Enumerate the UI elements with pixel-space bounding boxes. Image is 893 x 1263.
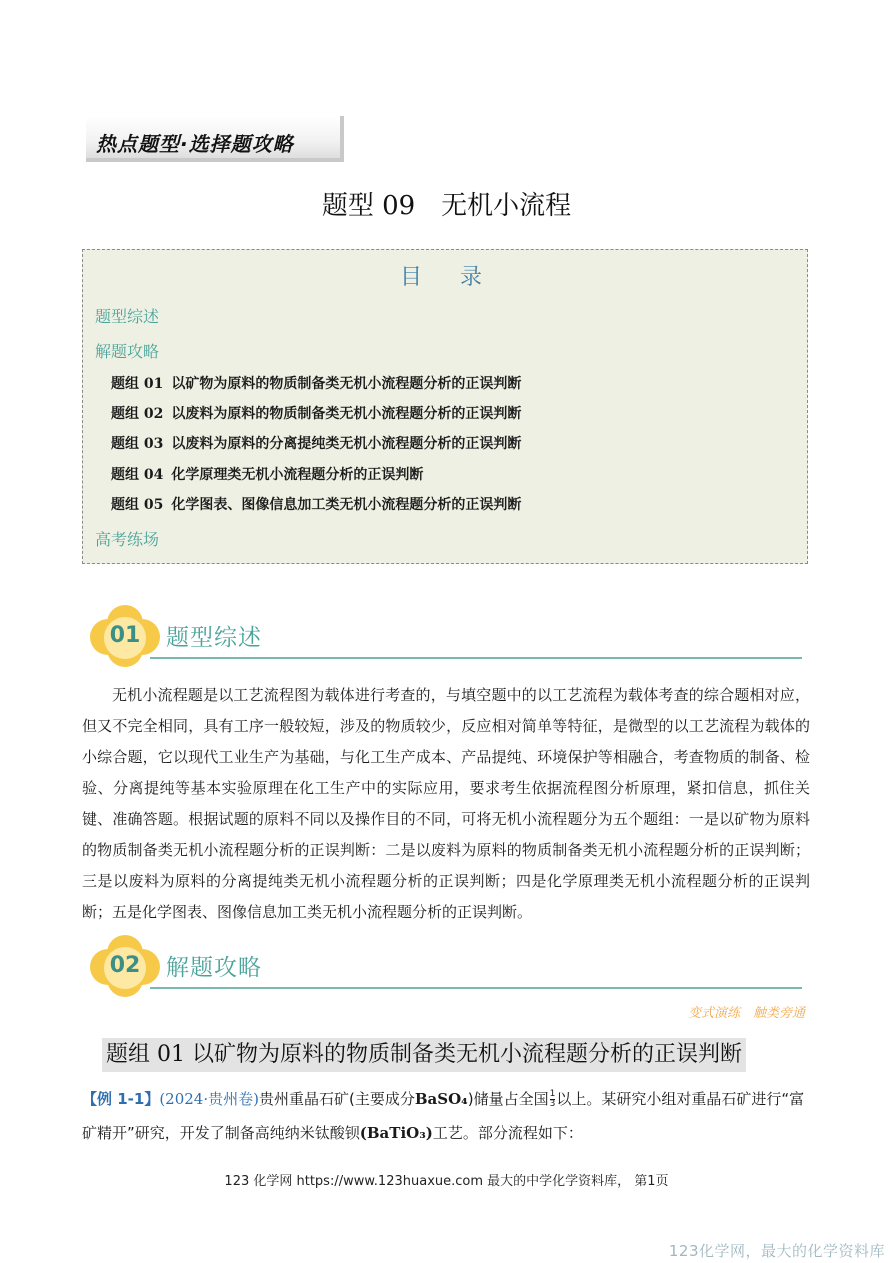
banner-text: 热点题型·选择题攻略 — [96, 132, 294, 156]
toc-title: 目 录 — [399, 265, 490, 290]
section-number: 01 — [109, 623, 141, 648]
example-tag: 【例 1-1】 — [82, 1090, 160, 1108]
chem-formula-batio3: (BaTiO₃) — [359, 1124, 433, 1142]
toc-item-group-04[interactable] — [111, 464, 423, 484]
toc-link-overview[interactable]: 题型综述 — [95, 307, 160, 326]
section-label: 题型综述 — [166, 625, 262, 651]
tagline: 变式演练 触类旁通 — [687, 1006, 805, 1021]
toc-item-group-01[interactable] — [111, 373, 521, 393]
toc-item-num: 题组 02 — [111, 406, 164, 422]
toc-item-text: 化学图表、图像信息加工类无机小流程题分析的正误判断 — [171, 497, 522, 513]
toc-item-group-03[interactable] — [111, 433, 521, 453]
toc-item-num: 题组 04 — [111, 467, 164, 483]
toc-item-group-05[interactable] — [111, 494, 521, 514]
group-title: 题组 01 以矿物为原料的物质制备类无机小流程题分析的正误判断 — [102, 1038, 746, 1072]
toc-item-text: 以废料为原料的分离提纯类无机小流程题分析的正误判断 — [171, 436, 522, 452]
example-text-4: 工艺。部分流程如下： — [432, 1124, 583, 1142]
overview-text: 无机小流程题是以工艺流程图为载体进行考查的，与填空题中的以工艺流程为载体考查的综合题相对应，但又不完全相同，具有工序一般较短，涉及的物质较少，反应相对简单等特征，是微型的以工艺流程为载体的小综合题，它以现代工业生产为基础，与化工生产成本、产品提纯、环境保护等相融合，考查物质的制备、检验、分离提纯等基本实验原理在化工生产中的实际应用，要求考生依据流程图分析原理，紧扣信息，抓住关键、准确答题。根据试题的原料不同以及操作目的不同，可将无机小流程题分为五个题组：一是以矿物为原料的物质制备类无机小流程题分析的正误判断：二是以废料为原料的物质制备类无机小流程题分析的正误判断；三是以废料为原料的分离提纯类无机小流程题分析的正误判断；四是化学原理类无机小流程题分析的正误判断；五是化学图表、图像信息加工类无机小流程题分析的正误判断。 — [82, 686, 810, 921]
page-footer: 123 化学网 https://www.123huaxue.com 最大的中学化学资料库， 第1页 — [224, 1174, 669, 1189]
overview-paragraph — [82, 680, 810, 928]
page-title: 题型 09 无机小流程 — [321, 191, 572, 221]
section-number: 02 — [109, 953, 141, 978]
table-of-contents — [82, 249, 808, 564]
topic-banner — [86, 116, 344, 162]
example-text-2: )储量占全国 — [467, 1090, 549, 1108]
example-source: (2024·贵州卷) — [159, 1090, 259, 1108]
toc-link-practice[interactable]: 高考练场 — [95, 530, 160, 549]
toc-item-group-02[interactable] — [111, 403, 521, 423]
watermark: 123化学网，最大的化学资料库 — [668, 1242, 885, 1260]
section-header-strategy — [90, 935, 802, 1005]
example-1-1 — [82, 1082, 810, 1150]
toc-item-text: 化学原理类无机小流程题分析的正误判断 — [171, 467, 424, 483]
example-text-3: 以上。某研究小组对重晶石矿进行“富矿精开”研究，开发了制备高纯纳米钛酸钡 — [82, 1090, 805, 1142]
chem-formula-baso4: BaSO₄ — [414, 1090, 468, 1108]
toc-item-num: 题组 05 — [111, 497, 164, 513]
toc-item-num: 题组 03 — [111, 436, 164, 452]
toc-item-text: 以废料为原料的物质制备类无机小流程题分析的正误判断 — [171, 406, 522, 422]
toc-link-strategy[interactable]: 解题攻略 — [95, 342, 160, 361]
fraction-denominator: 3 — [549, 1099, 556, 1109]
section-divider — [150, 987, 802, 989]
toc-item-num: 题组 01 — [111, 376, 164, 392]
example-text-1: 贵州重晶石矿(主要成分 — [258, 1090, 415, 1108]
fraction-one-third — [550, 1090, 556, 1109]
toc-item-text: 以矿物为原料的物质制备类无机小流程题分析的正误判断 — [171, 376, 522, 392]
section-label: 解题攻略 — [166, 955, 262, 981]
fraction-numerator: 1 — [549, 1089, 556, 1099]
section-divider — [150, 657, 802, 659]
section-header-overview — [90, 605, 802, 675]
